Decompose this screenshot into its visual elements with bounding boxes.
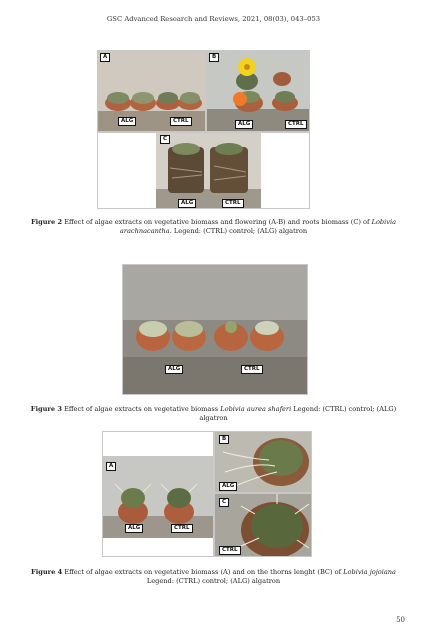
figure4-caption-legend: Legend: (CTRL) control; (ALG) algatron <box>146 577 281 585</box>
figure4-b-alg-label: ALG <box>219 482 237 491</box>
figure2-panel-b <box>206 50 310 132</box>
figure2-caption <box>20 218 407 236</box>
figure3-photo <box>123 265 307 394</box>
figure3-caption <box>20 405 407 423</box>
figure4-letter-a: A <box>106 462 116 471</box>
figure4-a-alg-label: ALG <box>125 524 143 533</box>
figure4-panel-a <box>102 431 214 557</box>
figure2-b-alg-label: ALG <box>235 120 253 129</box>
figure3-ctrl-label: CTRL <box>241 365 263 374</box>
figure2-a-ctrl-label: CTRL <box>170 117 192 126</box>
figure2-letter-b: B <box>209 53 219 62</box>
figure2-panel-b-photo <box>207 51 309 131</box>
figure4-letter-b: B <box>219 435 229 444</box>
figure2-caption-species: Lobivia arachnacantha <box>119 218 397 235</box>
figure4-c-ctrl-label: CTRL <box>219 546 241 555</box>
figure3-caption-species: Lobivia aurea shaferi <box>220 405 292 413</box>
figure4-panel-b <box>214 431 312 493</box>
figure2-panel-c <box>97 132 310 209</box>
page-number: 50 <box>396 616 405 624</box>
figure4-panel-a-photo <box>103 432 213 556</box>
figure2-a-alg-label: ALG <box>118 117 136 126</box>
figure2-caption-legend: . Legend: (CTRL) control; (ALG) algatron <box>169 227 308 235</box>
figure2-caption-text: Effect of algae extracts on vegetative biomass and flowering (A-B) and roots biomass (C) of <box>62 218 372 226</box>
figure2-panel-a <box>97 50 206 132</box>
figure2-letter-a: A <box>100 53 110 62</box>
figure4-caption-text: Effect of algae extracts on vegetative biomass (A) and on the thorns lenght (BC) of <box>62 568 344 576</box>
figure4-panel-c <box>214 493 312 557</box>
figure3-caption-legend: Legend: (CTRL) control; (ALG) algatron <box>199 405 397 422</box>
figure2-panel-c-photo <box>98 133 309 208</box>
figure4-letter-c: C <box>219 498 229 507</box>
figure3-caption-text: Effect of algae extracts on vegetative biomass <box>61 405 221 413</box>
figure2-c-alg-label: ALG <box>178 199 196 208</box>
figure3-photo-panel <box>122 264 308 395</box>
figure2-letter-c: C <box>160 135 170 144</box>
figure4-caption <box>20 568 407 586</box>
figure4-a-ctrl-label: CTRL <box>171 524 193 533</box>
figure3-alg-label: ALG <box>165 365 183 374</box>
figure2-caption-prefix: Figure 2 <box>30 218 63 226</box>
figure2-b-ctrl-label: CTRL <box>285 120 307 129</box>
figure2-c-ctrl-label: CTRL <box>222 199 244 208</box>
running-header: GSC Advanced Research and Reviews, 2021, 08(03), 043–053 <box>106 15 321 23</box>
figure4-caption-species: Lobivia jojoiana <box>343 568 396 576</box>
figure4-caption-prefix: Figure 4 <box>31 568 63 576</box>
figure3-caption-prefix: Figure 3 <box>30 405 62 413</box>
